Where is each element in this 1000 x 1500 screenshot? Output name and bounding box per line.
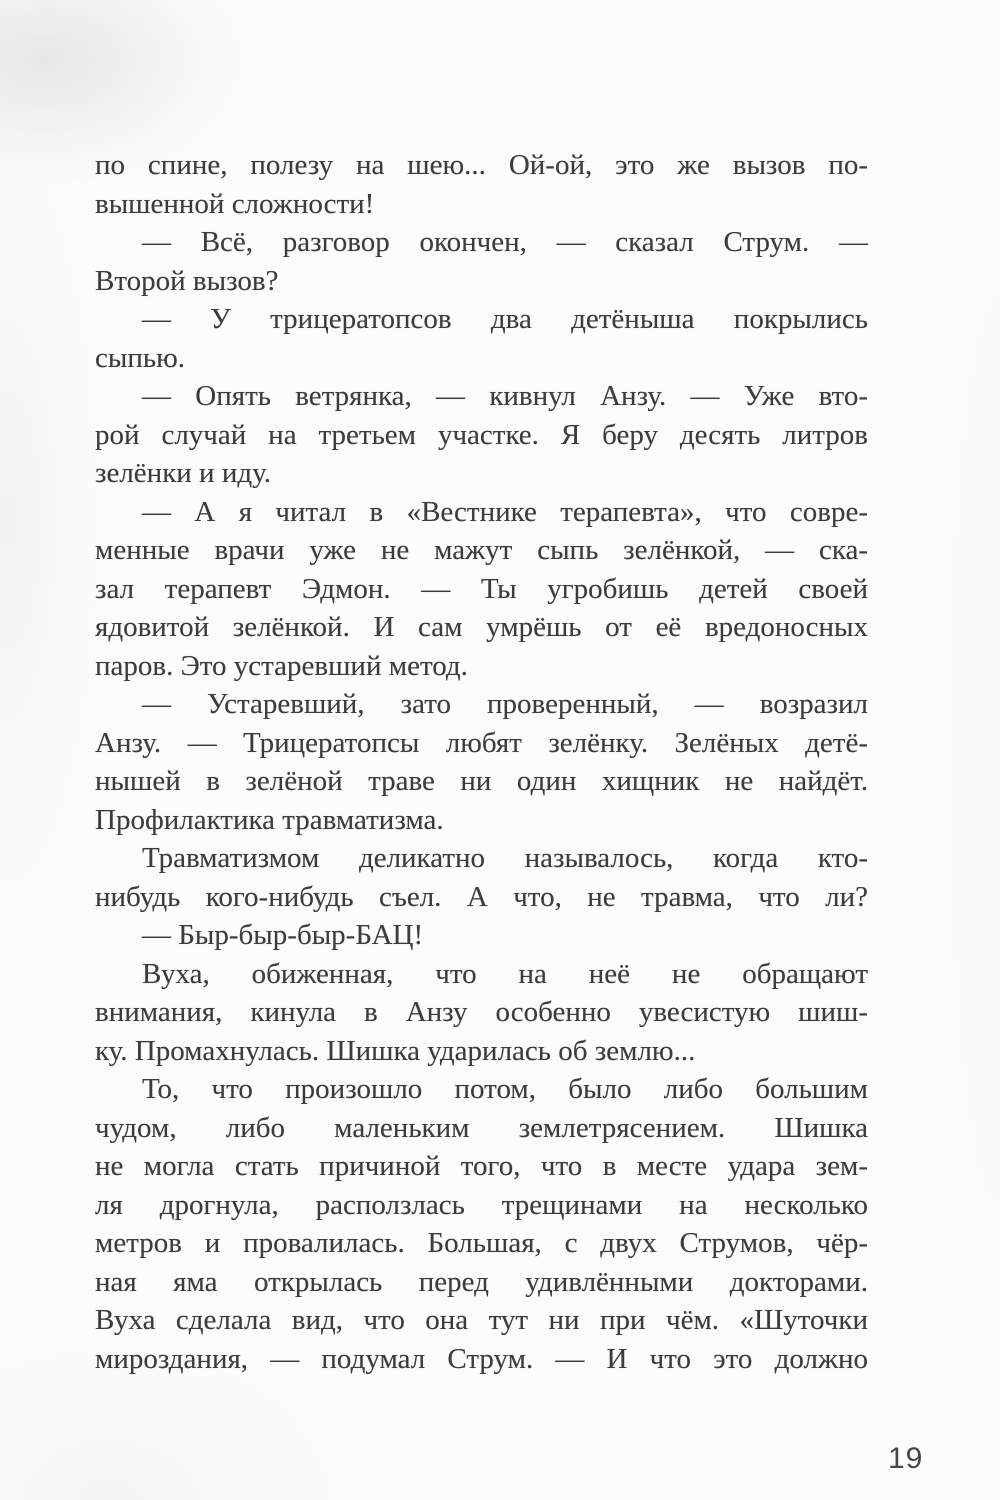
text-line: Вуха, обиженная, что на неё не обращают — [142, 957, 868, 990]
text-line: Анзу. — Трицератопсы любят зелёнку. Зелёных детё- — [95, 726, 868, 759]
text-line: ная яма открылась перед удивлёнными докторами. — [95, 1265, 868, 1298]
text-line: внимания, кинула в Анзу особенно увесистую шиш- — [95, 996, 868, 1028]
text-line: — У трицератопсов два детёныша покрылись — [142, 303, 868, 335]
text-line: чудом, либо маленьким землетрясением. Шишка — [95, 1111, 868, 1144]
text-line: нышей в зелёной траве ни один хищник не найдёт. — [95, 765, 868, 797]
text-line: зал терапевт Эдмон. — Ты угробишь детей своей — [95, 572, 868, 605]
text-line: метров и провалилась. Большая, с двух Струмов, чёр- — [95, 1227, 868, 1259]
text-line: нибудь кого-нибудь съел. А что, не травма, что ли? — [95, 880, 868, 913]
text-line: Травматизмом деликатно называлось, когда кто- — [142, 842, 868, 874]
text-line: — Опять ветрянка, — кивнул Анзу. — Уже вто- — [142, 380, 868, 412]
text-line: Профилактика травматизма. — [95, 803, 444, 836]
text-block — [95, 146, 868, 1378]
text-line: — Быр-быр-быр-БАЦ! — [142, 919, 424, 951]
text-line: сыпью. — [95, 341, 186, 374]
text-line: — Всё, разговор окончен, — сказал Струм. — — [142, 226, 868, 258]
text-line: ку. Промахнулась. Шишка ударилась об землю... — [95, 1034, 696, 1067]
text-line: — Устаревший, зато проверенный, — возразил — [142, 688, 868, 720]
text-line: вышенной сложности! — [95, 187, 375, 220]
text-line: рой случай на третьем участке. Я беру десять литров — [95, 418, 868, 451]
page-number: 19 — [888, 1442, 924, 1475]
text-line: Второй вызов? — [95, 264, 279, 297]
text-line: — А я читал в «Вестнике терапевта», что совре- — [142, 495, 868, 528]
text-line: То, что произошло потом, было либо большим — [142, 1073, 868, 1105]
text-line: зелёнки и иду. — [95, 457, 271, 489]
text-line: мироздания, — подумал Струм. — И что это должно — [95, 1342, 868, 1375]
text-line: по спине, полезу на шею... Ой-ой, это же вызов по- — [95, 149, 868, 181]
text-line: не могла стать причиной того, что в месте удара зем- — [95, 1150, 868, 1182]
text-line: менные врачи уже не мажут сыпь зелёнкой, — ска- — [95, 534, 868, 566]
text-line: ядовитой зелёнкой. И сам умрёшь от её вредоносных — [95, 611, 868, 643]
text-line: ля дрогнула, расползлась трещинами на несколько — [95, 1188, 868, 1221]
text-line: Вуха сделала вид, что она тут ни при чём. «Шуточки — [95, 1304, 868, 1336]
text-line: паров. Это устаревший метод. — [95, 649, 468, 682]
